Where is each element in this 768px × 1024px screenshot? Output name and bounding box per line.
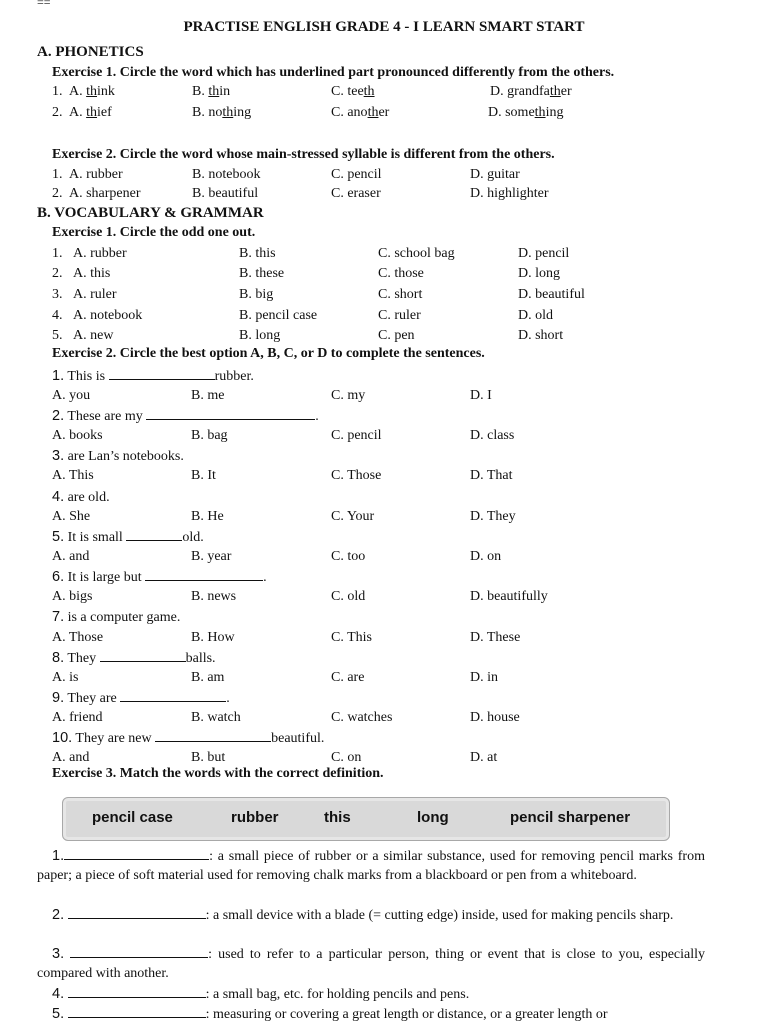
question-number: 9. (52, 690, 65, 706)
option-a: A. bigs (52, 589, 93, 604)
question-number: 4. (52, 308, 63, 323)
option-a: A. sharpener (69, 186, 141, 201)
option-c: C. eraser (331, 186, 381, 201)
option-a: A. rubber (69, 167, 123, 182)
definition-text: : a small bag, etc. for holding pencils and pens. (205, 987, 470, 1002)
option-c: C. ruler (378, 308, 421, 323)
option-d: D. guitar (470, 167, 520, 182)
definition-number: 4. (52, 986, 65, 1002)
section-b-heading: B. VOCABULARY & GRAMMAR (37, 205, 264, 221)
option-d: D. highlighter (470, 186, 549, 201)
phonetics-ex1-title: Exercise 1. Circle the word which has underlined part pronounced differently from the others. (52, 65, 615, 80)
word-bank-item: this (324, 809, 351, 826)
section-a-heading: A. PHONETICS (37, 44, 144, 60)
question-text: 3. are Lan’s notebooks. (52, 448, 184, 464)
option-c: C. are (331, 670, 365, 685)
question-number: 2. (52, 186, 63, 201)
definition-item (37, 944, 705, 983)
vocab-ex2-title: Exercise 2. Circle the best option A, B, C, or D to complete the sentences. (52, 346, 485, 361)
option-c: C. pen (378, 328, 415, 343)
question-number: 8. (52, 650, 65, 666)
answer-blank[interactable] (145, 567, 263, 581)
option-b: B. but (191, 750, 226, 765)
word-bank-item: long (417, 809, 449, 826)
option-b: B. long (239, 328, 281, 343)
option-d: D. in (470, 670, 498, 685)
option-a: A. and (52, 549, 90, 564)
option-d: D. grandfather (490, 84, 572, 99)
page-marker: == (37, 0, 51, 9)
option-c: C. pencil (331, 167, 382, 182)
option-b: B. am (191, 670, 225, 685)
option-d: D. They (470, 509, 516, 524)
option-b: B. How (191, 630, 235, 645)
option-b: B. It (191, 468, 216, 483)
option-b: B. bag (191, 428, 228, 443)
vocab-ex1-title: Exercise 1. Circle the odd one out. (52, 225, 256, 240)
question-number: 1. (52, 246, 63, 261)
option-d: D. something (488, 105, 564, 120)
definition-number: 2. (52, 907, 65, 923)
definition-text: : used to refer to a particular person, thing or event that is close to you, especially compared with another. (37, 947, 705, 981)
option-b: B. notebook (192, 167, 261, 182)
definition-number: 3. (52, 946, 65, 962)
option-d: D. These (470, 630, 521, 645)
option-b: B. nothing (192, 105, 252, 120)
definition-item (37, 984, 705, 1004)
option-d: D. That (470, 468, 513, 483)
option-a: A. this (73, 266, 111, 281)
option-d: D. short (518, 328, 564, 343)
option-b: B. this (239, 246, 276, 261)
option-d: D. on (470, 549, 502, 564)
question-text: 5. It is small old. (52, 529, 204, 545)
question-number: 5. (52, 328, 63, 343)
option-d: D. house (470, 710, 520, 725)
question-number: 6. (52, 569, 65, 585)
definition-number: 5. (52, 1006, 65, 1022)
definition-text: : measuring or covering a great length or distance, or a greater length or (205, 1007, 608, 1022)
word-bank-item: rubber (231, 809, 279, 826)
option-b: B. news (191, 589, 237, 604)
definition-text: : a small device with a blade (= cutting edge) inside, used for making pencils sharp. (205, 908, 674, 923)
question-text: 2. These are my . (52, 408, 319, 424)
definition-item (37, 1004, 705, 1024)
option-c: C. school bag (378, 246, 455, 261)
definition-number: 1. (52, 848, 65, 864)
option-d: D. beautifully (470, 589, 548, 604)
word-bank-item: pencil case (92, 809, 173, 826)
page-title: PRACTISE ENGLISH GRADE 4 - I LEARN SMART START (183, 19, 585, 35)
definition-text: : a small piece of rubber or a similar substance, used for removing pencil marks from paper; a piece of soft material used for removing chalk marks from a blackboard or pen from a whiteboard. (37, 849, 705, 883)
option-c: C. on (331, 750, 362, 765)
word-bank-item: pencil sharpener (510, 809, 631, 826)
option-a: A. rubber (73, 246, 127, 261)
question-number: 2. (52, 408, 65, 424)
answer-blank[interactable] (70, 944, 208, 958)
option-c: C. old (331, 589, 366, 604)
option-a: A. new (73, 328, 114, 343)
phonetics-ex2-title: Exercise 2. Circle the word whose main-stressed syllable is different from the others. (52, 147, 555, 162)
option-b: B. big (239, 287, 274, 302)
question-number: 2. (52, 105, 63, 120)
option-b: B. beautiful (192, 186, 259, 201)
option-a: A. notebook (73, 308, 143, 323)
answer-blank[interactable] (100, 648, 186, 662)
answer-blank[interactable] (64, 846, 209, 860)
option-b: B. pencil case (239, 308, 318, 323)
option-a: A. and (52, 750, 90, 765)
option-b: B. me (191, 388, 225, 403)
answer-blank[interactable] (109, 366, 215, 380)
option-a: A. Those (52, 630, 104, 645)
answer-blank[interactable] (120, 688, 226, 702)
question-number: 3. (52, 448, 65, 464)
option-d: D. long (518, 266, 560, 281)
answer-blank[interactable] (146, 406, 315, 420)
option-c: C. Those (331, 468, 382, 483)
option-d: D. at (470, 750, 498, 765)
answer-blank[interactable] (68, 1004, 206, 1018)
answer-blank[interactable] (126, 527, 182, 541)
question-number: 1. (52, 368, 65, 384)
option-c: C. another (331, 105, 390, 120)
question-number: 7. (52, 609, 65, 625)
option-c: C. pencil (331, 428, 382, 443)
option-a: A. is (52, 670, 79, 685)
question-text: 6. It is large but . (52, 569, 267, 585)
question-text: 8. They balls. (52, 650, 216, 666)
answer-blank[interactable] (68, 905, 206, 919)
question-text: 7. is a computer game. (52, 609, 181, 625)
option-c: C. watches (331, 710, 393, 725)
option-a: A. This (52, 468, 94, 483)
definition-item (37, 846, 705, 885)
option-a: A. She (52, 509, 91, 524)
question-text: 9. They are . (52, 690, 230, 706)
option-c: C. short (378, 287, 423, 302)
option-b: B. He (191, 509, 224, 524)
question-number: 10. (52, 730, 73, 746)
vocab-ex3-title: Exercise 3. Match the words with the correct definition. (52, 766, 384, 781)
option-b: B. year (191, 549, 232, 564)
option-a: A. friend (52, 710, 103, 725)
answer-blank[interactable] (68, 984, 206, 998)
option-c: C. those (378, 266, 424, 281)
question-number: 2. (52, 266, 63, 281)
question-number: 4. (52, 489, 65, 505)
option-a: A. ruler (73, 287, 117, 302)
option-c: C. Your (331, 509, 375, 524)
question-number: 5. (52, 529, 65, 545)
option-a: A. you (52, 388, 91, 403)
option-d: D. class (470, 428, 515, 443)
option-d: D. old (518, 308, 553, 323)
option-d: D. I (470, 388, 492, 403)
question-text: 10. They are new beautiful. (52, 730, 325, 746)
word-bank-box (62, 797, 670, 841)
question-number: 1. (52, 84, 63, 99)
option-a: A. books (52, 428, 103, 443)
question-number: 3. (52, 287, 63, 302)
option-c: C. teeth (331, 84, 375, 99)
question-text: 1. This is rubber. (52, 368, 254, 384)
option-a: A. think (69, 84, 115, 99)
option-d: D. pencil (518, 246, 570, 261)
option-b: B. thin (192, 84, 231, 99)
question-number: 1. (52, 167, 63, 182)
option-c: C. too (331, 549, 366, 564)
option-a: A. thief (69, 105, 112, 120)
answer-blank[interactable] (155, 728, 271, 742)
option-b: B. these (239, 266, 285, 281)
option-d: D. beautiful (518, 287, 585, 302)
option-c: C. This (331, 630, 372, 645)
option-c: C. my (331, 388, 366, 403)
option-b: B. watch (191, 710, 241, 725)
definition-item (37, 905, 705, 925)
question-text: 4. are old. (52, 489, 110, 505)
